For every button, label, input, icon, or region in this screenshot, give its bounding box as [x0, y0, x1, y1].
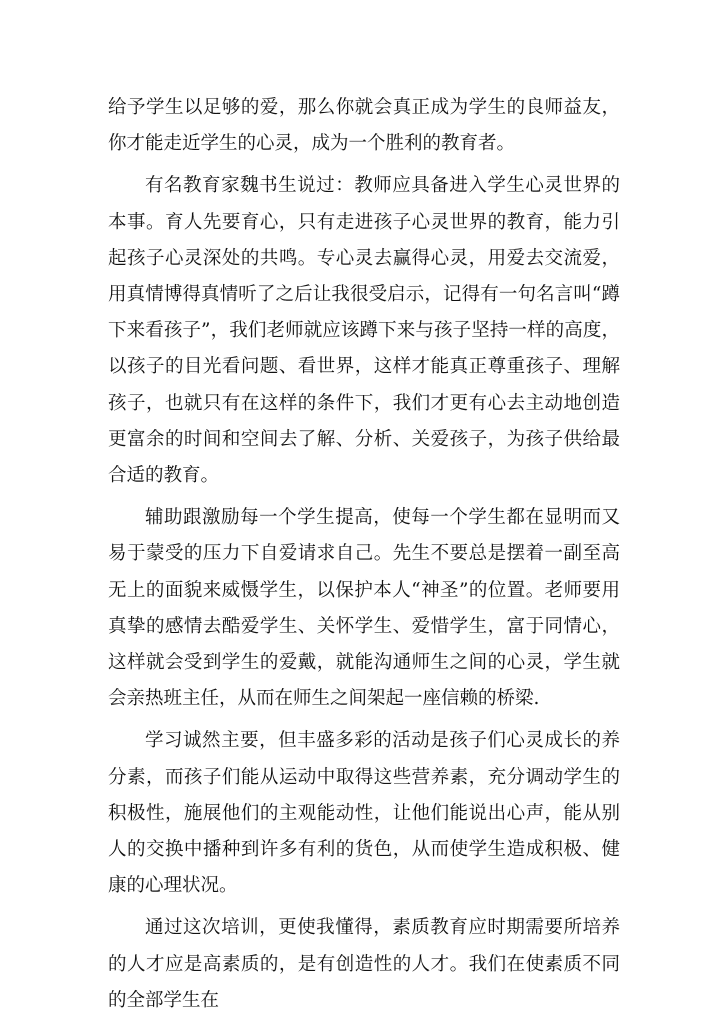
paragraph-3: 辅助跟激励每一个学生提高，使每一个学生都在显明而又易于蒙受的压力下自爱请求自己。先生不要总是摆着一副至高无上的面貌来威慑学生，以保护本人“神圣”的位置。老师要用真挚的感情去酷爱学生、关怀学生、爱惜学生，富于同情心，这样就会受到学生的爱戴，就能沟通师生之间的心灵，学生就会亲热班主任，从而在师生之间架起一座信赖的桥梁. [108, 507, 620, 710]
paragraph-4: 学习诚然主要，但丰盛多彩的活动是孩子们心灵成长的养分素，而孩子们能从运动中取得这些营养素，充分调动学生的积极性，施展他们的主观能动性，让他们能说出心声，能从别人的交换中播种到许多有利的货色，从而使学生造成积极、健康的心理状况。 [108, 730, 620, 897]
document-body [108, 90, 620, 1025]
paragraph-1: 给予学生以足够的爱，那么你就会真正成为学生的良师益友，你才能走近学生的心灵，成为一个胜利的教育者。 [108, 97, 620, 155]
paragraph-2: 有名教育家魏书生说过：教师应具备进入学生心灵世界的本事。育人先要育心，只有走进孩子心灵世界的教育，能力引起孩子心灵深处的共鸣。专心灵去赢得心灵，用爱去交流爱，用真情博得真情听了之后让我很受启示，记得有一句名言叫“蹲下来看孩子”，我们老师就应该蹲下来与孩子坚持一样的高度，以孩子的目光看问题、看世界，这样才能真正尊重孩子、理解孩子，也就只有在这样的条件下，我们才更有心去主动地创造更富余的时间和空间去了解、分析、关爱孩子，为孩子供给最合适的教育。 [108, 175, 620, 487]
paragraph-5: 通过这次培训，更使我懂得，素质教育应时期需要所培养的人才应是高素质的，是有创造性的人才。我们在使素质不同的全部学生在 [108, 917, 620, 1011]
